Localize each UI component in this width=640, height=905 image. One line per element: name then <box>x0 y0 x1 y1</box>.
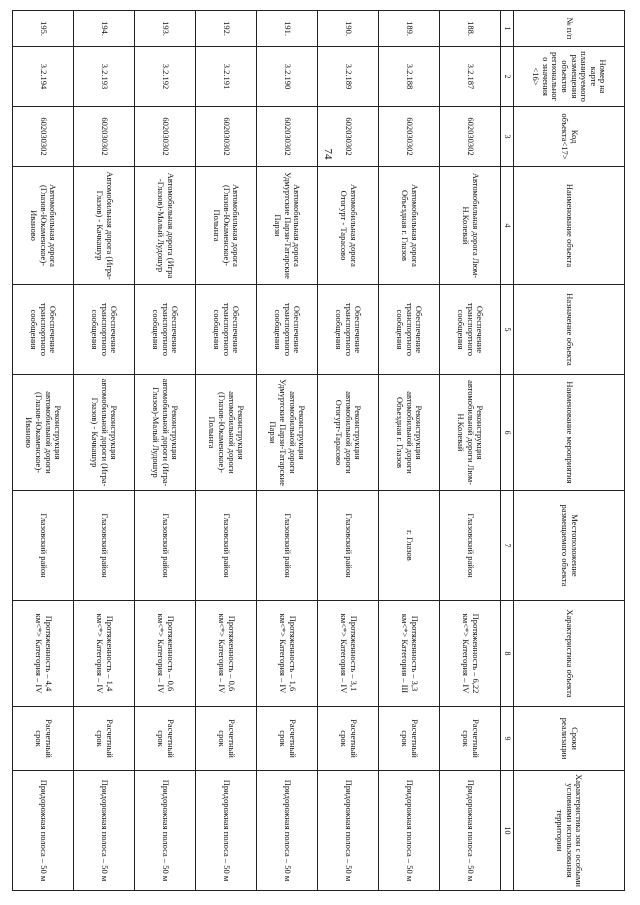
header-cell-purpose: Назначение объекта <box>514 285 625 375</box>
object-location: Глазовский район <box>13 491 74 601</box>
object-location: Глазовский район <box>74 491 135 601</box>
object-name: Автомобильная дорога Объездная г. Глазов <box>379 167 440 285</box>
object-purpose: Обеспечение транспортного сообщения <box>196 285 257 375</box>
object-purpose: Обеспечение транспортного сообщения <box>74 285 135 375</box>
zone-characteristics: Придорожная полоса – 50 м <box>257 771 318 891</box>
object-characteristics: Протяженность – 0,6 км<*> Категория – IV <box>196 601 257 707</box>
object-name: Автомобильная дорога (Глазов-Юкаменское)-Полынга <box>196 167 257 285</box>
object-name: Автомобильная дорога Отогурт - Тарасово <box>318 167 379 285</box>
column-number: 9 <box>501 707 514 771</box>
object-location: Глазовский район <box>440 491 501 601</box>
header-cell-num: № п/п <box>514 11 625 47</box>
object-location: Глазовский район <box>318 491 379 601</box>
zone-characteristics: Придорожная полоса – 50 м <box>318 771 379 891</box>
table-row <box>196 11 257 891</box>
object-code: 602030302 <box>74 107 135 167</box>
object-location: Глазовский район <box>257 491 318 601</box>
header-cell-location: Местоположение размещаемого объекта <box>514 491 625 601</box>
object-code: 602030302 <box>257 107 318 167</box>
object-purpose: Обеспечение транспортного сообщения <box>379 285 440 375</box>
header-cell-map-no: Номер на карте планируемого размещения объектов регионального значения <16> <box>514 47 625 107</box>
column-number: 1 <box>501 11 514 47</box>
header-cell-term: Сроки реализации <box>514 707 625 771</box>
map-number: 3.2.188 <box>379 47 440 107</box>
column-number: 4 <box>501 167 514 285</box>
implementation-term: Расчетный срок <box>74 707 135 771</box>
map-number: 3.2.187 <box>440 47 501 107</box>
table-row <box>379 11 440 891</box>
page-number: 74 <box>322 148 334 160</box>
table-row <box>318 11 379 891</box>
object-location: г. Глазов <box>379 491 440 601</box>
column-number: 5 <box>501 285 514 375</box>
object-name: Автомобильная дорога (Глазов-Юкаменское)-Иваново <box>13 167 74 285</box>
row-number: 195. <box>13 11 74 47</box>
measure-name: Реконструкция автомобильной дороги (Игра-Глазов)-Малый Лудошур <box>135 375 196 491</box>
object-code: 602030302 <box>318 107 379 167</box>
object-characteristics: Протяженность – 4,4 км<*> Категория – IV <box>13 601 74 707</box>
column-number: 6 <box>501 375 514 491</box>
implementation-term: Расчетный срок <box>379 707 440 771</box>
implementation-term: Расчетный срок <box>440 707 501 771</box>
map-number: 3.2.192 <box>135 47 196 107</box>
measure-name: Реконструкция автомобильной дороги Удмуртские Парзи-Татарские Парзи <box>257 375 318 491</box>
zone-characteristics: Придорожная полоса – 50 м <box>13 771 74 891</box>
header-cell-measure: Наименование мероприятия <box>514 375 625 491</box>
table-row <box>257 11 318 891</box>
object-code: 602030302 <box>13 107 74 167</box>
object-location: Глазовский район <box>135 491 196 601</box>
measure-name: Реконструкция автомобильной дороги (Глазов-Юкаменское)-Полынга <box>196 375 257 491</box>
column-number: 10 <box>501 771 514 891</box>
zone-characteristics: Придорожная полоса – 50 м <box>440 771 501 891</box>
implementation-term: Расчетный срок <box>13 707 74 771</box>
object-characteristics: Протяженность – 3,1 км<*> Категория – IV <box>318 601 379 707</box>
header-cell-characteristics: Характеристика объекта <box>514 601 625 707</box>
column-number: 7 <box>501 491 514 601</box>
object-purpose: Обеспечение транспортного сообщения <box>257 285 318 375</box>
implementation-term: Расчетный срок <box>196 707 257 771</box>
object-name: Автомобильная дорога Люм-Н.Колевай <box>440 167 501 285</box>
measure-name: Реконструкция автомобильной дороги Люм-Н.Колевай <box>440 375 501 491</box>
map-number: 3.2.194 <box>13 47 74 107</box>
header-cell-zones: Характеристика зон с особыми условиями использования территории <box>514 771 625 891</box>
map-number: 3.2.191 <box>196 47 257 107</box>
zone-characteristics: Придорожная полоса – 50 м <box>196 771 257 891</box>
table-row <box>74 11 135 891</box>
column-number-row <box>501 11 514 891</box>
row-number: 193. <box>135 11 196 47</box>
table-row <box>13 11 74 891</box>
object-characteristics: Протяженность – 1,6 км<*> Категория – IV <box>257 601 318 707</box>
object-purpose: Обеспечение транспортного сообщения <box>318 285 379 375</box>
measure-name: Реконструкция автомобильной дороги (Глазов-Юкаменское)-Иваново <box>13 375 74 491</box>
column-number: 2 <box>501 47 514 107</box>
column-number: 8 <box>501 601 514 707</box>
object-characteristics: Протяженность – 1,4 км<*> Категория – IV <box>74 601 135 707</box>
row-number: 191. <box>257 11 318 47</box>
measure-name: Реконструкция автомобильной дороги (Игра-Глазов) - Качкашур <box>74 375 135 491</box>
object-name: Автомобильная дорога Удмуртские Парзи-Татарские Парзи <box>257 167 318 285</box>
table-row <box>135 11 196 891</box>
row-number: 194. <box>74 11 135 47</box>
object-purpose: Обеспечение транспортного сообщения <box>13 285 74 375</box>
table-row <box>440 11 501 891</box>
row-number: 188. <box>440 11 501 47</box>
object-code: 602030302 <box>196 107 257 167</box>
object-code: 602030302 <box>440 107 501 167</box>
implementation-term: Расчетный срок <box>135 707 196 771</box>
object-location: Глазовский район <box>196 491 257 601</box>
map-number: 3.2.190 <box>257 47 318 107</box>
object-code: 602030302 <box>379 107 440 167</box>
regional-objects-table <box>12 10 625 891</box>
implementation-term: Расчетный срок <box>318 707 379 771</box>
zone-characteristics: Придорожная полоса – 50 м <box>135 771 196 891</box>
zone-characteristics: Придорожная полоса – 50 м <box>379 771 440 891</box>
zone-characteristics: Придорожная полоса – 50 м <box>74 771 135 891</box>
object-name: Автомобильная дорога (Игра-Глазов) - Качкашур <box>74 167 135 285</box>
row-number: 190. <box>318 11 379 47</box>
row-number: 192. <box>196 11 257 47</box>
header-cell-code: Код объекта<17> <box>514 107 625 167</box>
object-characteristics: Протяженность – 6,22 км<*> Категория – IV <box>440 601 501 707</box>
object-name: Автомобильная дорога (Игра -Глазов)-Малый Лудошур <box>135 167 196 285</box>
object-characteristics: Протяженность – 3,3 км<*> Категория – III <box>379 601 440 707</box>
rotated-table-container <box>24 10 625 890</box>
object-characteristics: Протяженность – 0,6 км<*> Категория – IV <box>135 601 196 707</box>
map-number: 3.2.189 <box>318 47 379 107</box>
header-row <box>514 11 625 891</box>
measure-name: Реконструкция автомобильной дороги Объездная г. Глазов <box>379 375 440 491</box>
header-cell-name: Наименование объекта <box>514 167 625 285</box>
row-number: 189. <box>379 11 440 47</box>
object-purpose: Обеспечение транспортного сообщения <box>135 285 196 375</box>
measure-name: Реконструкция автомобильной дороги Отогурт-Тарасово <box>318 375 379 491</box>
object-purpose: Обеспечение транспортного сообщения <box>440 285 501 375</box>
object-code: 602030302 <box>135 107 196 167</box>
column-number: 3 <box>501 107 514 167</box>
map-number: 3.2.193 <box>74 47 135 107</box>
implementation-term: Расчетный срок <box>257 707 318 771</box>
